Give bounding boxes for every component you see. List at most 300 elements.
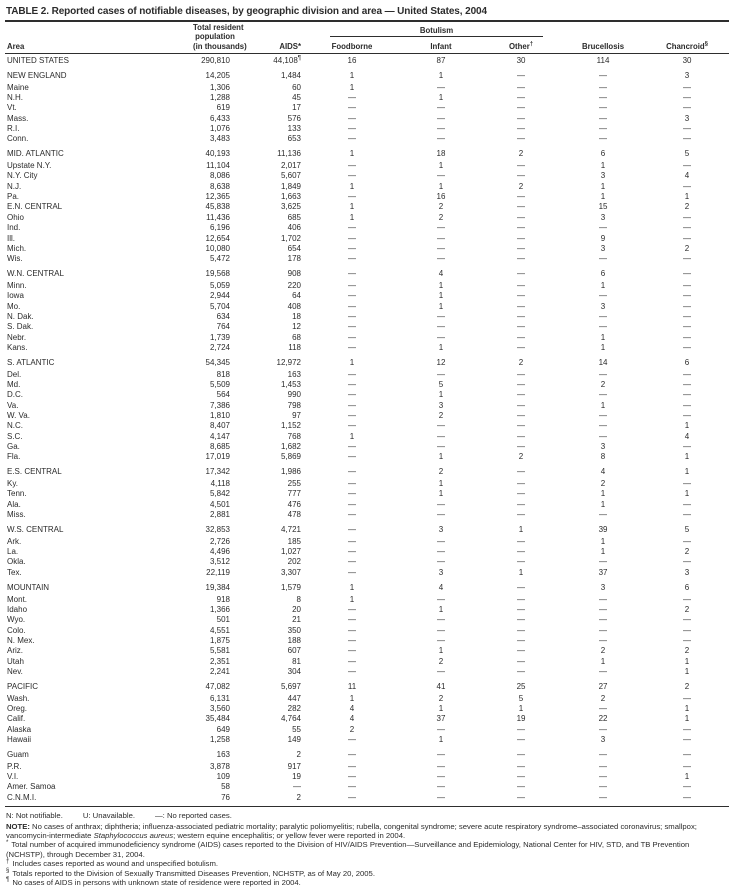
table-row xyxy=(5,520,729,536)
value-cell: — xyxy=(348,734,356,744)
value-cell: 2 xyxy=(438,202,444,212)
value-cell: — xyxy=(599,390,608,400)
value-cell: 12,365 xyxy=(205,192,230,202)
value-cell: 1,682 xyxy=(280,442,301,452)
value-cell: 17 xyxy=(292,103,301,113)
area-cell: Mo. xyxy=(7,301,21,311)
value-cell: — xyxy=(683,369,692,379)
value-cell: 1 xyxy=(349,582,355,592)
value-cell: 27 xyxy=(598,681,608,691)
area-cell: W. Va. xyxy=(7,411,30,420)
value-cell: — xyxy=(683,734,692,744)
value-cell: — xyxy=(348,369,356,379)
value-cell: — xyxy=(348,772,356,781)
value-cell: 1 xyxy=(684,452,690,462)
value-cell: 81 xyxy=(292,656,301,666)
table-row xyxy=(5,380,729,390)
value-cell: 2 xyxy=(684,681,690,691)
table-row xyxy=(5,161,729,171)
value-cell: 2 xyxy=(349,724,355,734)
value-cell: 2,724 xyxy=(209,342,230,352)
footnote-text: No cases of AIDS in persons with unknown state of residence were reported in 2004. xyxy=(10,877,301,887)
table-row xyxy=(5,646,729,656)
value-cell: — xyxy=(517,479,526,489)
value-cell: 685 xyxy=(287,212,301,222)
value-cell: 1 xyxy=(600,547,606,557)
value-cell: 114 xyxy=(596,56,610,65)
value-cell: 1 xyxy=(518,567,524,577)
value-cell: — xyxy=(599,82,608,92)
table-row xyxy=(5,489,729,499)
value-cell: — xyxy=(683,442,692,452)
value-cell: — xyxy=(348,792,356,802)
table-row xyxy=(5,93,729,103)
value-cell: 30 xyxy=(516,56,526,65)
area-cell: C.N.M.I. xyxy=(7,792,37,802)
value-cell: 16 xyxy=(347,56,357,65)
table-row xyxy=(5,636,729,646)
value-cell: 76 xyxy=(221,792,230,802)
table-row xyxy=(5,234,729,244)
table-row xyxy=(5,103,729,113)
table-title: TABLE 2. Reported cases of notifiable diseases, by geographic division and area — United States, 2004 xyxy=(5,4,729,22)
value-cell: — xyxy=(599,666,608,676)
value-cell: — xyxy=(517,594,526,604)
value-cell: — xyxy=(599,103,608,113)
value-cell: 1 xyxy=(518,703,524,713)
value-cell: 6,131 xyxy=(209,693,230,703)
value-cell: — xyxy=(348,171,356,181)
footnote xyxy=(5,878,729,887)
value-cell: 2 xyxy=(296,749,301,759)
value-cell: — xyxy=(437,431,445,441)
value-cell: 576 xyxy=(287,113,301,123)
col-header-brucellosis-label: Brucellosis xyxy=(582,41,625,51)
area-cell: Upstate N.Y. xyxy=(7,161,52,171)
value-cell: — xyxy=(517,656,526,666)
table-row xyxy=(5,83,729,93)
value-cell: — xyxy=(348,646,356,656)
table-row xyxy=(5,479,729,489)
value-cell: 4 xyxy=(438,582,444,592)
value-cell: 1 xyxy=(600,192,606,202)
value-cell: — xyxy=(437,233,445,243)
value-cell: — xyxy=(348,524,356,534)
botulism-group-label: Botulism xyxy=(330,26,543,38)
area-cell: N. Mex. xyxy=(7,635,35,645)
value-cell: — xyxy=(517,342,526,352)
value-cell: 1 xyxy=(349,181,355,191)
value-cell: 2 xyxy=(684,547,690,557)
value-cell: 5,581 xyxy=(209,646,230,656)
value-cell: — xyxy=(348,567,356,577)
value-cell: — xyxy=(348,452,356,462)
value-cell: 564 xyxy=(216,390,230,400)
value-cell: 1 xyxy=(684,656,690,666)
area-cell: Wis. xyxy=(7,254,23,264)
table-row xyxy=(5,411,729,421)
legend-item: N: Not notifiable. xyxy=(6,811,63,821)
value-cell: — xyxy=(517,510,526,520)
value-cell: 1 xyxy=(438,734,444,744)
table-row xyxy=(5,421,729,431)
value-cell: 1,288 xyxy=(209,93,230,103)
area-cell: Fla. xyxy=(7,452,21,462)
value-cell: — xyxy=(348,499,356,509)
value-cell: — xyxy=(683,93,692,103)
footnote-text: Totals reported to the Division of Sexually Transmitted Diseases Prevention, NCHSTP, as of May 20, 2005. xyxy=(10,868,375,878)
value-cell: 8,407 xyxy=(209,421,230,431)
value-cell: — xyxy=(437,134,445,144)
value-cell: 255 xyxy=(287,479,301,489)
value-cell: — xyxy=(599,615,608,625)
value-cell: 6 xyxy=(600,269,606,279)
area-cell: Vt. xyxy=(7,103,17,113)
area-cell: E.N. CENTRAL xyxy=(7,202,63,212)
value-cell: 1 xyxy=(600,400,606,410)
value-cell: — xyxy=(517,269,526,279)
value-cell: — xyxy=(683,103,692,113)
value-cell: — xyxy=(517,724,526,734)
area-cell: Pa. xyxy=(7,192,20,202)
value-cell: 3,625 xyxy=(280,202,301,212)
area-cell: Colo. xyxy=(7,625,26,635)
value-cell: 3 xyxy=(438,567,444,577)
col-header-foodborne-label: Foodborne xyxy=(331,41,373,51)
area-cell: W.N. CENTRAL xyxy=(7,269,64,279)
value-cell: — xyxy=(683,510,692,520)
table-row xyxy=(5,595,729,605)
value-cell: — xyxy=(683,536,692,546)
value-cell: — xyxy=(683,749,692,759)
note-label: NOTE: xyxy=(6,821,30,831)
value-cell: — xyxy=(517,113,526,123)
value-cell: 2,241 xyxy=(209,666,230,676)
area-cell: N.H. xyxy=(7,93,23,103)
value-cell: 30 xyxy=(682,56,692,65)
value-cell: — xyxy=(683,761,692,771)
value-cell: — xyxy=(517,431,526,441)
value-cell: 1 xyxy=(349,594,355,604)
value-cell: — xyxy=(348,635,356,645)
area-cell: NEW ENGLAND xyxy=(7,70,67,80)
value-cell: 3 xyxy=(600,734,606,744)
value-cell: 918 xyxy=(216,594,230,604)
col-header-infant-label: Infant xyxy=(430,41,452,51)
value-cell: 1 xyxy=(684,772,690,781)
value-cell: 17,342 xyxy=(205,467,230,477)
value-cell: — xyxy=(437,761,445,771)
note-text: No cases of anthrax; diphtheria; influenza-associated pediatric mortality; paralytic poliomyelitis; rubella, congenital syndrome; severe acute respiratory syndrome–associated coronavirus; smallpox; vancomycin-intermediate xyxy=(6,821,697,840)
value-cell: — xyxy=(683,782,692,792)
value-cell: — xyxy=(348,342,356,352)
value-cell: — xyxy=(517,322,526,332)
value-cell: 1 xyxy=(684,421,690,431)
value-cell: 4 xyxy=(684,171,690,181)
value-cell: — xyxy=(517,635,526,645)
value-cell: — xyxy=(348,332,356,342)
value-cell: — xyxy=(517,625,526,635)
value-cell: — xyxy=(517,379,526,389)
value-cell: 1 xyxy=(684,192,690,202)
area-cell: Nebr. xyxy=(7,332,27,342)
value-cell: — xyxy=(517,311,526,321)
value-cell: 3 xyxy=(600,243,606,253)
value-cell: — xyxy=(348,625,356,635)
area-cell: Mass. xyxy=(7,113,29,123)
value-cell: 3,878 xyxy=(209,761,230,771)
value-cell: — xyxy=(599,311,608,321)
population-header-line: population xyxy=(195,32,235,41)
value-cell: 19,384 xyxy=(205,582,230,592)
value-cell: 3,512 xyxy=(209,557,230,567)
value-cell: 2 xyxy=(518,181,524,191)
value-cell: 4 xyxy=(684,431,690,441)
value-cell: — xyxy=(437,772,445,781)
value-cell: — xyxy=(437,499,445,509)
value-cell: 5,704 xyxy=(209,301,230,311)
value-cell: 350 xyxy=(287,625,301,635)
value-cell: 3 xyxy=(600,171,606,181)
col-header-other-label: Other xyxy=(508,41,530,51)
area-cell: Mont. xyxy=(7,594,28,604)
value-cell: — xyxy=(517,467,526,477)
value-cell: — xyxy=(437,547,445,557)
table-row xyxy=(5,134,729,144)
value-cell: 1 xyxy=(600,181,606,191)
area-cell: Okla. xyxy=(7,557,26,567)
area-cell: V.I. xyxy=(7,772,19,781)
value-cell: — xyxy=(517,792,526,802)
value-cell: 1,027 xyxy=(280,547,301,557)
value-cell: — xyxy=(599,635,608,645)
value-cell: 68 xyxy=(292,332,301,342)
value-cell: 39 xyxy=(598,524,608,534)
value-cell: 1 xyxy=(600,161,606,171)
value-cell: — xyxy=(348,510,356,520)
value-cell: 2,726 xyxy=(209,536,230,546)
value-cell: — xyxy=(599,291,608,301)
value-cell: 1,875 xyxy=(209,635,230,645)
value-cell: — xyxy=(517,782,526,792)
value-cell: — xyxy=(599,223,608,233)
value-cell: — xyxy=(683,280,692,290)
area-cell: Kans. xyxy=(7,342,28,352)
value-cell: — xyxy=(599,594,608,604)
value-cell: 1 xyxy=(600,280,606,290)
value-cell: — xyxy=(517,547,526,557)
value-cell: 2 xyxy=(296,792,301,802)
value-cell: 768 xyxy=(287,431,301,441)
table-row xyxy=(5,578,729,594)
value-cell: — xyxy=(599,93,608,103)
other-footnote-marker: † xyxy=(529,40,534,47)
value-cell: 777 xyxy=(287,489,301,499)
table-row xyxy=(5,291,729,301)
footnotes xyxy=(5,840,729,887)
value-cell: 47,082 xyxy=(205,681,230,691)
area-cell: Ariz. xyxy=(7,646,23,656)
table-row xyxy=(5,353,729,369)
value-cell: 54,345 xyxy=(205,357,230,367)
value-cell: — xyxy=(517,192,526,202)
table-row xyxy=(5,442,729,452)
value-cell: — xyxy=(437,666,445,676)
value-cell: — xyxy=(517,615,526,625)
value-cell: — xyxy=(348,782,356,792)
area-cell: Maine xyxy=(7,82,29,92)
value-cell: — xyxy=(599,369,608,379)
value-cell: — xyxy=(683,479,692,489)
value-cell: 16 xyxy=(436,192,446,202)
value-cell: 1,258 xyxy=(209,734,230,744)
value-cell: 45,838 xyxy=(205,202,230,212)
value-cell: 2 xyxy=(600,479,606,489)
value-cell: 1 xyxy=(518,524,524,534)
value-cell: — xyxy=(348,557,356,567)
table-row xyxy=(5,537,729,547)
area-cell: Md. xyxy=(7,379,21,389)
footnote-marker: ¶ xyxy=(6,877,10,884)
value-cell: 1 xyxy=(349,149,355,159)
value-cell: — xyxy=(348,442,356,452)
value-cell: — xyxy=(348,604,356,614)
value-cell: 6,433 xyxy=(209,113,230,123)
col-header-foodborne xyxy=(303,40,401,54)
value-cell: — xyxy=(437,749,445,759)
table-row xyxy=(5,322,729,332)
value-cell: 1 xyxy=(600,536,606,546)
value-cell: 22,119 xyxy=(206,567,230,577)
value-cell: 501 xyxy=(216,615,230,625)
value-cell: — xyxy=(437,223,445,233)
col-header-population xyxy=(155,22,247,54)
col-group-botulism xyxy=(303,22,561,40)
value-cell: 14,205 xyxy=(205,70,230,80)
value-cell: — xyxy=(517,411,526,420)
value-cell: — xyxy=(517,103,526,113)
value-cell: 2 xyxy=(438,212,444,222)
value-cell: 20 xyxy=(292,604,301,614)
value-cell: — xyxy=(683,181,692,191)
value-cell: — xyxy=(683,311,692,321)
value-cell: — xyxy=(599,761,608,771)
value-cell: 6 xyxy=(684,357,690,367)
value-cell: — xyxy=(683,254,692,264)
area-cell: Minn. xyxy=(7,280,27,290)
value-cell: — xyxy=(599,510,608,520)
value-cell: 3 xyxy=(600,301,606,311)
value-cell: — xyxy=(437,113,445,123)
table-row xyxy=(5,370,729,380)
value-cell: 2 xyxy=(518,149,524,159)
footnote-marker: § xyxy=(6,868,10,874)
value-cell: 14 xyxy=(598,357,608,367)
value-cell: 653 xyxy=(287,134,301,144)
value-cell: — xyxy=(683,499,692,509)
value-cell: — xyxy=(599,411,608,420)
value-cell: — xyxy=(348,615,356,625)
area-cell: Ky. xyxy=(7,479,18,489)
legend xyxy=(5,811,729,821)
value-cell: — xyxy=(348,192,356,202)
table-row xyxy=(5,657,729,667)
value-cell: 2 xyxy=(518,452,524,462)
value-cell: — xyxy=(348,161,356,171)
value-cell: — xyxy=(683,134,692,144)
value-cell: — xyxy=(348,269,356,279)
value-cell: 908 xyxy=(287,269,301,279)
value-cell: — xyxy=(348,103,356,113)
value-cell: — xyxy=(517,557,526,567)
value-cell: 3 xyxy=(684,70,690,80)
value-cell: 8,086 xyxy=(209,171,230,181)
table-row xyxy=(5,626,729,636)
value-cell: — xyxy=(517,171,526,181)
value-cell: 6,196 xyxy=(209,223,230,233)
value-cell: 21 xyxy=(292,615,301,625)
table-row xyxy=(5,145,729,161)
value-cell: 5,607 xyxy=(280,171,301,181)
value-cell: — xyxy=(683,724,692,734)
value-cell: 1 xyxy=(438,280,444,290)
value-cell: 19 xyxy=(292,772,301,781)
value-cell: — xyxy=(599,625,608,635)
value-cell: — xyxy=(348,291,356,301)
value-cell: 4,764 xyxy=(280,714,301,724)
legend-item: —: No reported cases. xyxy=(154,811,232,821)
value-cell: 118 xyxy=(288,342,301,352)
table-row xyxy=(5,714,729,724)
value-cell: — xyxy=(348,479,356,489)
value-cell: — xyxy=(517,93,526,103)
value-cell: — xyxy=(517,332,526,342)
value-cell: 32,853 xyxy=(205,524,230,534)
table-row xyxy=(5,54,729,67)
value-cell: 1,366 xyxy=(209,604,230,614)
table-row xyxy=(5,124,729,134)
value-cell: — xyxy=(683,625,692,635)
value-cell: — xyxy=(517,254,526,264)
value-cell: 87 xyxy=(436,56,446,65)
col-header-area xyxy=(5,22,155,54)
value-cell: 60 xyxy=(292,82,301,92)
table-row xyxy=(5,452,729,462)
value-cell: 654 xyxy=(287,243,301,253)
value-cell: 634 xyxy=(216,311,230,321)
value-cell: 282 xyxy=(287,703,301,713)
value-cell: 5,472 xyxy=(209,254,230,264)
value-cell: — xyxy=(683,400,692,410)
value-cell: — xyxy=(348,223,356,233)
value-cell: — xyxy=(599,557,608,567)
value-cell: 1,484 xyxy=(280,70,301,80)
value-cell: 3 xyxy=(600,212,606,222)
value-cell: 10,080 xyxy=(205,243,230,253)
table-row xyxy=(5,390,729,400)
value-cell: — xyxy=(517,666,526,676)
value-cell: — xyxy=(517,70,526,80)
value-cell: 220 xyxy=(287,280,301,290)
value-cell: — xyxy=(683,332,692,342)
col-header-infant xyxy=(401,40,481,54)
value-cell: 1 xyxy=(349,431,355,441)
value-cell: 4 xyxy=(438,269,444,279)
value-cell: 19,568 xyxy=(205,269,230,279)
value-cell: — xyxy=(348,311,356,321)
value-cell: — xyxy=(517,134,526,144)
note xyxy=(5,822,729,841)
